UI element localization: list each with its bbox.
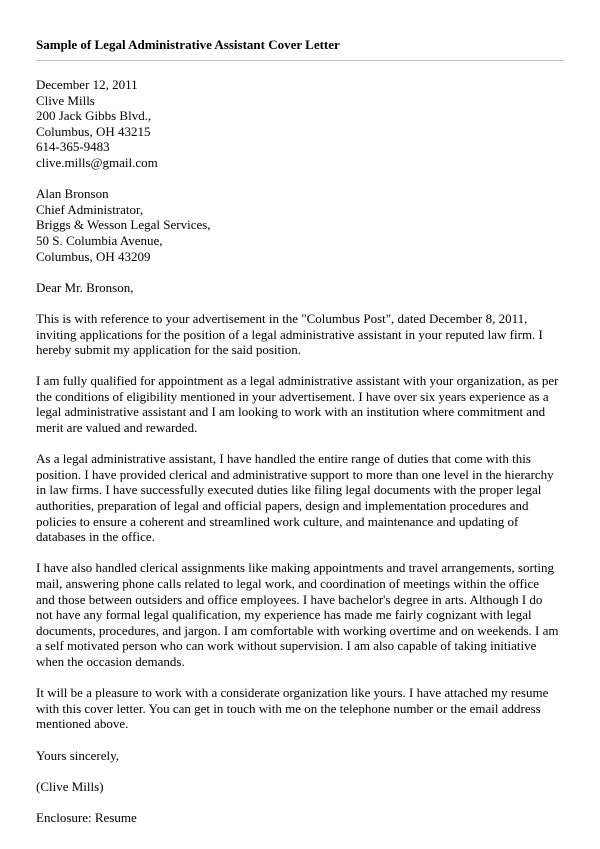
paragraph-line: a self motivated person who can work without supervision. I am also capable of taking initiative <box>36 638 537 654</box>
paragraph-line: authorities, preparation of legal and official papers, design and implementation procedures and <box>36 498 529 514</box>
sender-block <box>36 77 564 171</box>
paragraph-line: in law firms. I have successfully executed duties like filing legal documents with the proper legal <box>36 482 542 498</box>
paragraph-4 <box>36 560 564 669</box>
enclosure <box>36 810 564 826</box>
recipient-city: Columbus, OH 43209 <box>36 248 151 264</box>
document-title: Sample of Legal Administrative Assistant Cover Letter <box>36 37 340 52</box>
paragraph-line: databases in the office. <box>36 529 155 545</box>
enclosure-text: Enclosure: Resume <box>36 809 137 825</box>
paragraph-3 <box>36 451 564 545</box>
paragraph-line: It will be a pleasure to work with a considerate organization like yours. I have attached my resume <box>36 685 549 701</box>
paragraph-line: legal administrative assistant and I am looking to work with an institution where commitment and <box>36 404 546 420</box>
paragraph-line: hereby submit my application for the said position. <box>36 342 302 358</box>
paragraph-1 <box>36 311 564 358</box>
salutation <box>36 280 564 296</box>
recipient-company: Briggs & Wesson Legal Services, <box>36 217 211 233</box>
sender-city: Columbus, OH 43215 <box>36 123 151 139</box>
closing-text: Yours sincerely, <box>36 747 120 763</box>
letter-date: December 12, 2011 <box>36 77 138 92</box>
paragraph-line: documents, procedures, and jargon. I am comfortable with working overtime and on weekends. I am <box>36 622 559 638</box>
salutation-text: Dear Mr. Bronson, <box>36 279 134 295</box>
paragraph-line: inviting applications for the position of a legal administrative assistant in your reputed law firm. I <box>36 326 543 342</box>
paragraph-line: I have also handled clerical assignments like making appointments and travel arrangements, sorting <box>36 560 555 576</box>
paragraph-line: not have any formal legal qualification, my experience has made me fairly cognizant with legal <box>36 607 532 623</box>
sender-email: clive.mills@gmail.com <box>36 154 158 170</box>
paragraph-line: policies to ensure a coherent and streamlined work culture, and maintenance and updating of <box>36 513 519 529</box>
paragraph-line: position. I have provided clerical and administrative support to more than one level in the hierarchy <box>36 466 554 482</box>
sender-phone: 614-365-9483 <box>36 139 110 155</box>
recipient-name: Alan Bronson <box>36 186 109 202</box>
paragraph-line: This is with reference to your advertisement in the "Columbus Post", dated December 8, 2011, <box>36 310 528 326</box>
paragraph-line: when the occasion demands. <box>36 653 185 669</box>
paragraph-5 <box>36 685 564 732</box>
signature <box>36 779 564 795</box>
paragraph-line: and those between outsiders and office employees. I have bachelor's degree in arts. Although I do <box>36 591 543 607</box>
recipient-block <box>36 186 564 264</box>
paragraph-line: I am fully qualified for appointment as a legal administrative assistant with your organization, as per <box>36 373 559 389</box>
sender-street: 200 Jack Gibbs Blvd., <box>36 108 152 124</box>
paragraph-line: mail, answering phone calls related to legal work, and coordination of meetings within the office <box>36 576 540 591</box>
recipient-position: Chief Administrator, <box>36 201 144 217</box>
sender-name: Clive Mills <box>36 92 95 108</box>
title-divider <box>36 60 564 61</box>
paragraph-line: As a legal administrative assistant, I have handled the entire range of duties that come with this <box>36 451 531 467</box>
signature-text: (Clive Mills) <box>36 778 104 794</box>
recipient-street: 50 S. Columbia Avenue, <box>36 232 163 248</box>
letter-body <box>36 77 564 841</box>
paragraph-line: with this cover letter. You can get in touch with me on the telephone number or the email address <box>36 700 541 716</box>
closing <box>36 748 564 764</box>
paragraph-line: merit are valued and rewarded. <box>36 420 198 436</box>
paragraph-line: mentioned above. <box>36 716 129 732</box>
paragraph-2 <box>36 373 564 435</box>
paragraph-line: the conditions of eligibility mentioned in your advertisement. I have over six years experience as a <box>36 388 549 404</box>
